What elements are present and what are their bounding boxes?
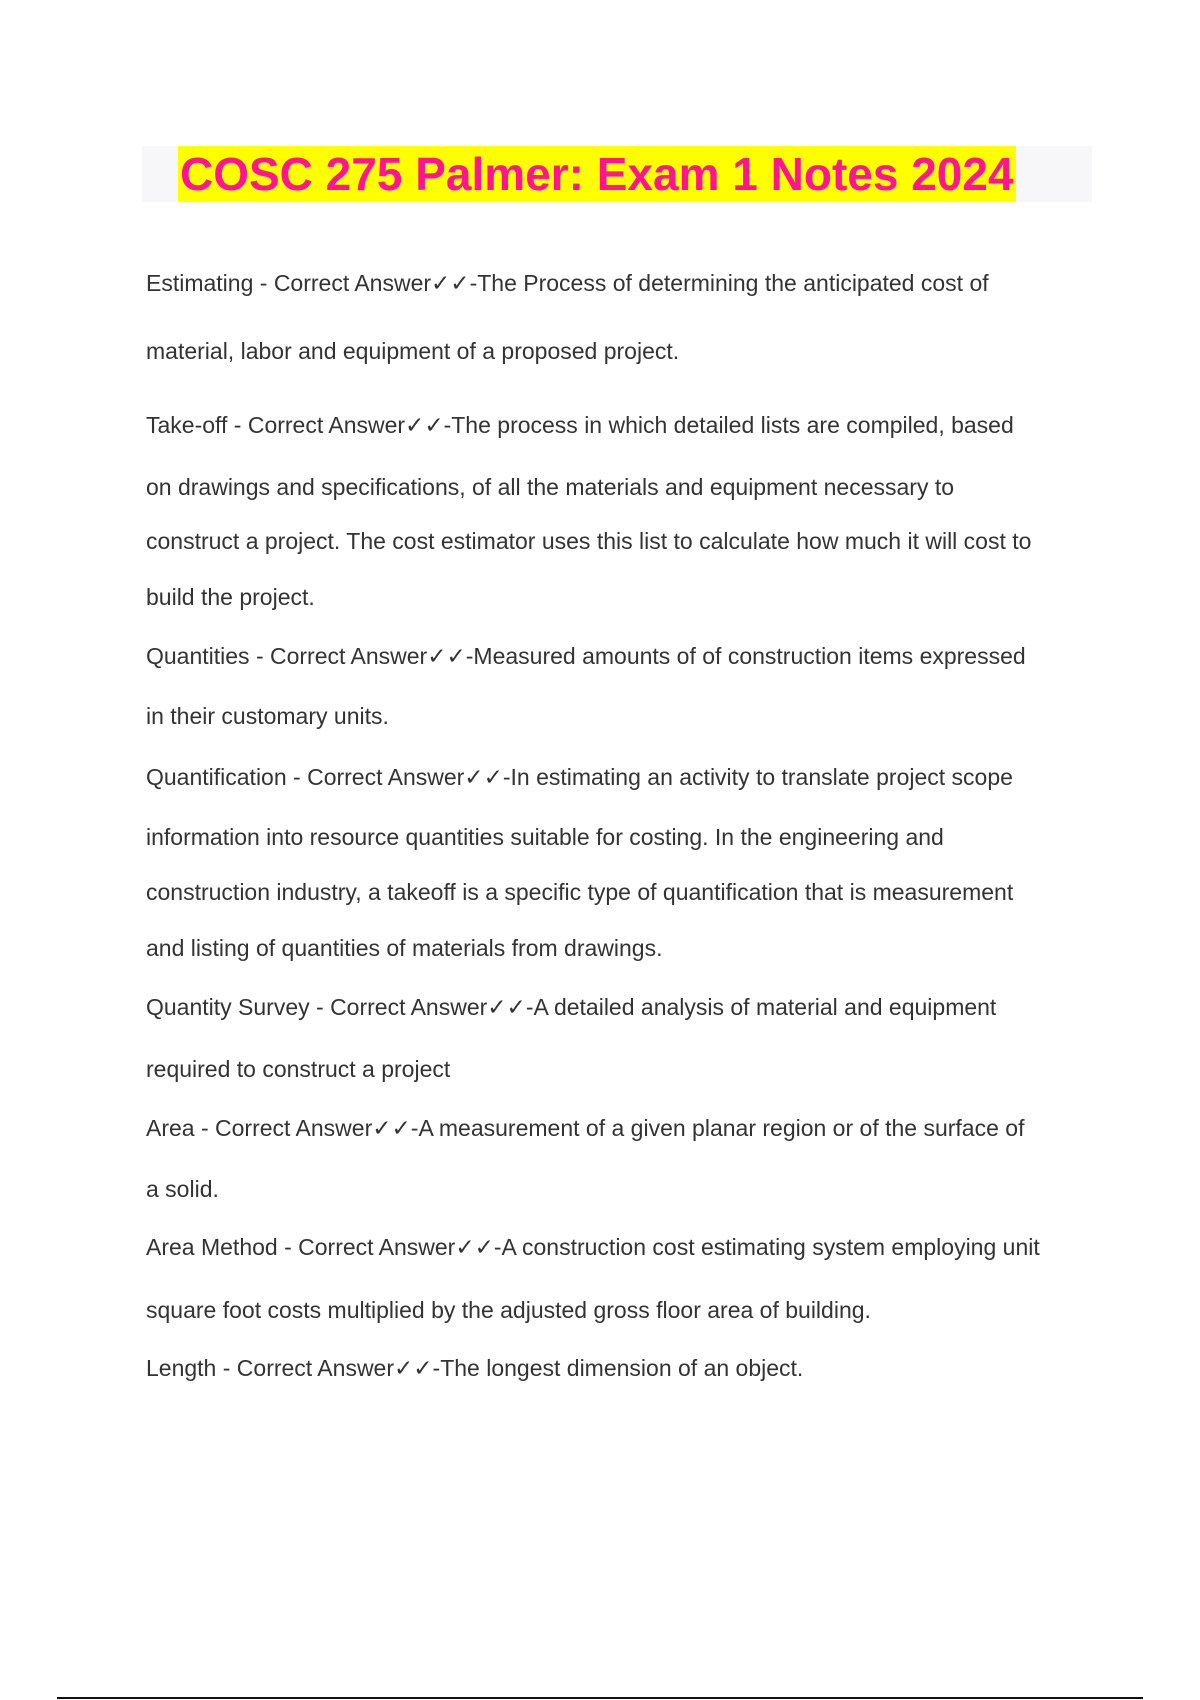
note-line: Length - Correct Answer✓✓-The longest dimension of an object. [146,1355,804,1381]
note-line: construction industry, a takeoff is a specific type of quantification that is measurement [146,879,1014,905]
note-line: information into resource quantities suitable for costing. In the engineering and [146,824,944,850]
note-line: on drawings and specifications, of all the materials and equipment necessary to [146,474,955,500]
note-line: material, labor and equipment of a proposed project. [146,338,680,364]
note-line: Area - Correct Answer✓✓-A measurement of a given planar region or of the surface of [146,1115,1025,1141]
note-line: construct a project. The cost estimator uses this list to calculate how much it will cost to [146,528,1032,554]
note-line: square foot costs multiplied by the adjusted gross floor area of building. [146,1297,871,1323]
document-title: COSC 275 Palmer: Exam 1 Notes 2024 [180,148,1014,200]
footer-rule [57,1697,1143,1699]
note-line: and listing of quantities of materials from drawings. [146,935,663,961]
note-line: Quantity Survey - Correct Answer✓✓-A detailed analysis of material and equipment [146,994,997,1020]
note-line: required to construct a project [146,1056,451,1082]
note-line: Take-off - Correct Answer✓✓-The process in which detailed lists are compiled, based [146,412,1014,438]
note-line: Estimating - Correct Answer✓✓-The Process of determining the anticipated cost of [146,270,989,296]
note-line: Quantities - Correct Answer✓✓-Measured amounts of of construction items expressed [146,643,1026,669]
note-line: Area Method - Correct Answer✓✓-A construction cost estimating system employing unit [146,1234,1040,1260]
note-line: build the project. [146,584,315,610]
note-line: in their customary units. [146,703,389,729]
note-line: Quantification - Correct Answer✓✓-In estimating an activity to translate project scope [146,764,1013,790]
note-line: a solid. [146,1176,219,1202]
